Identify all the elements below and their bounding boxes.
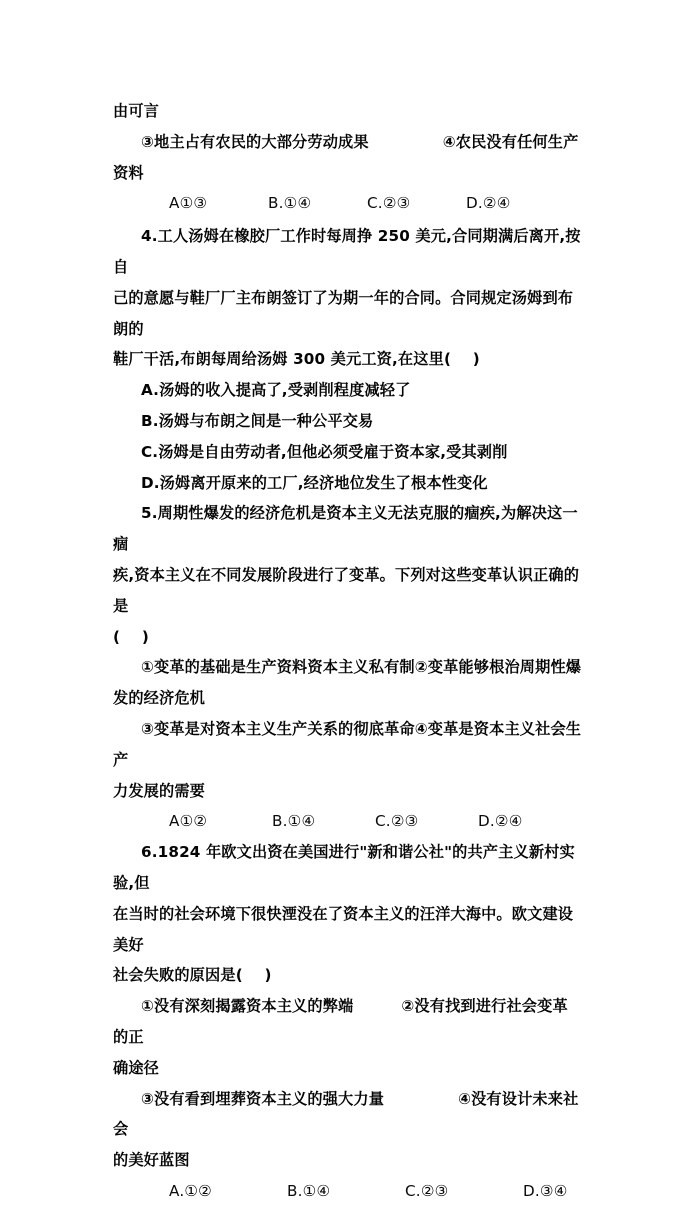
question-6-stem-2-continuation: 的美好蓝图 [113,1151,190,1170]
document-content [113,96,583,1207]
question-5-stem-line-3: ③变革是对资本主义生产关系的彻底革命④变革是资本主义社会生产 [113,719,582,769]
question-6-stem-row-1 [113,991,583,1053]
question-3-stem-row [113,127,583,189]
question-6-stem-2: ②没有找到进行社会变革的正 [113,997,568,1046]
option-c: C.②③ [367,194,411,213]
question-6-line-1: 6.1824 年欧文出资在美国进行"新和谐公社"的共产主义新村实验,但 [113,843,575,892]
question-5-stem-line-4: 力发展的需要 [113,781,206,800]
question-3-stem-4: ④农民没有任何生产资料 [113,132,579,182]
question-6-stem-row-2 [113,1084,583,1146]
header-line: 由可言 [113,102,160,120]
question-4-choice-b: B.汤姆与布朗之间是一种公平交易 [141,411,374,430]
question-3-options [113,188,583,219]
option-b: B.①④ [268,194,312,213]
question-5-line-2: 疾,资本主义在不同发展阶段进行了变革。下列对这些变革认识正确的是 [113,565,580,615]
question-4-choice-d: D.汤姆离开原来的工厂,经济地位发生了根本性变化 [141,473,488,492]
question-6-stem-1-continuation: 确途径 [113,1058,160,1077]
question-4-choice-a: A.汤姆的收入提高了,受剥削程度减轻了 [141,381,411,400]
question-4-choice-c: C.汤姆是自由劳动者,但他必须受雇于资本家,受其剥削 [141,442,508,461]
option-a: A①③ [169,194,208,213]
question-5-line-3: ( ) [113,627,149,646]
question-6-line-2: 在当时的社会环境下很快湮没在了资本主义的汪洋大海中。欧文建设美好 [113,904,574,954]
question-5-options [113,806,583,837]
question-5-stem-line-2: 发的经济危机 [113,689,206,708]
question-4-line-1: 4.工人汤姆在橡胶厂工作时每周挣 250 美元,合同期满后离开,按自 [113,227,581,276]
option-c: C.②③ [405,1181,449,1200]
option-d: D.②④ [478,812,523,831]
question-4-line-2: 己的意愿与鞋厂厂主布朗签订了为期一年的合同。合同规定汤姆到布朗的 [113,288,574,338]
question-6-stem-1: ①没有深刻揭露资本主义的弊端 [141,997,354,1016]
question-5-stem-line-1: ①变革的基础是生产资料资本主义私有制②变革能够根治周期性爆 [141,658,582,677]
option-c: C.②③ [375,812,419,831]
question-6-options [113,1176,583,1207]
question-6-stem-3: ③没有看到埋葬资本主义的强大力量 [141,1089,385,1108]
question-6-stem-4: ④没有设计未来社会 [113,1089,579,1139]
question-3-stem-3: ③地主占有农民的大部分劳动成果 [141,132,369,151]
option-a: A①② [169,812,208,831]
option-b: B.①④ [287,1181,331,1200]
option-d: D.③④ [523,1181,568,1200]
question-4-line-3: 鞋厂干活,布朗每周给汤姆 300 美元工资,在这里( ) [113,350,480,369]
option-a: A.①② [169,1181,212,1200]
option-b: B.①④ [272,812,316,831]
question-5-line-1: 5.周期性爆发的经济危机是资本主义无法克服的痼疾,为解决这一痼 [113,504,578,554]
question-6-line-3: 社会失败的原因是( ) [113,966,272,985]
option-d: D.②④ [466,194,511,213]
